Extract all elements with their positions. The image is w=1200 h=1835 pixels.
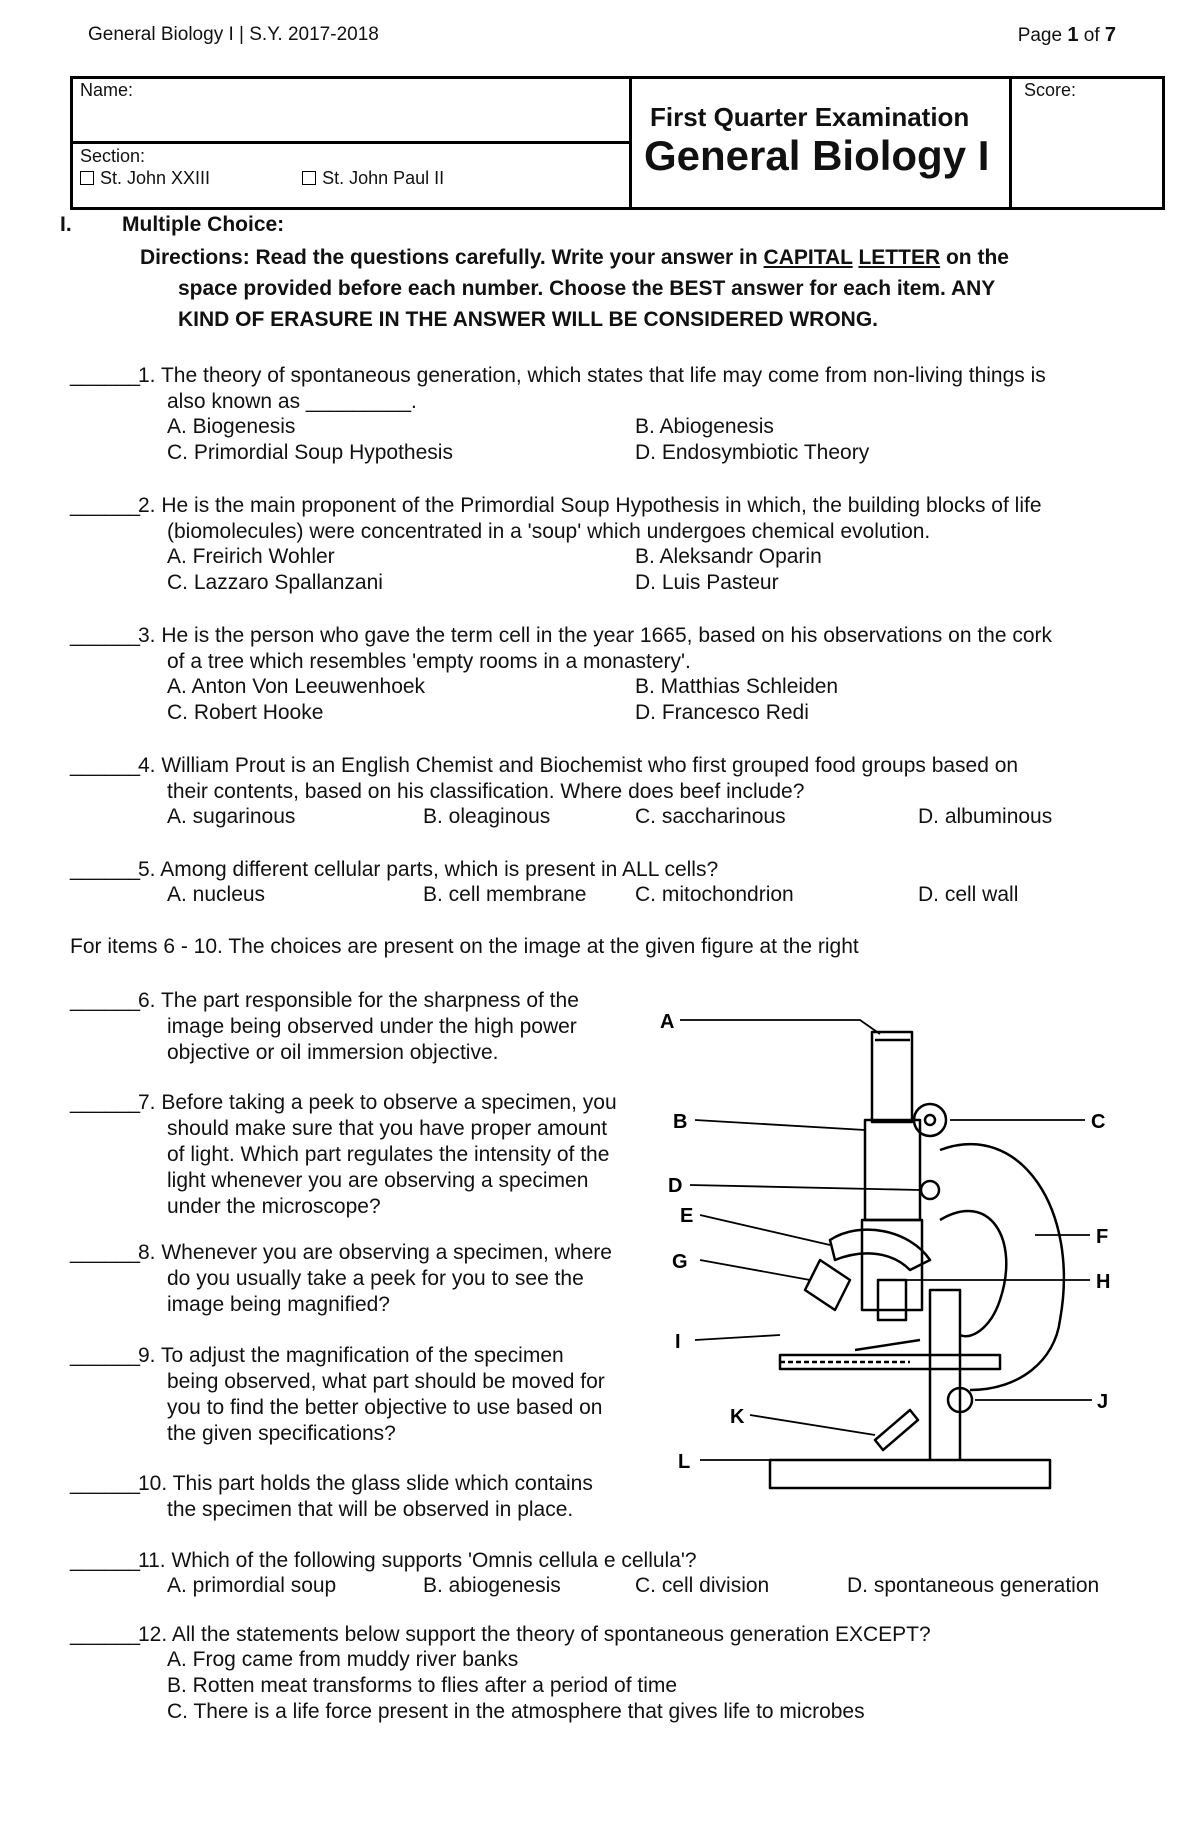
q2-option-a: A. Freirich Wohler bbox=[167, 545, 335, 568]
figure-label-b: B bbox=[673, 1111, 688, 1133]
q5-option-c: C. mitochondrion bbox=[635, 883, 794, 906]
exam-title: First Quarter Examination bbox=[650, 102, 970, 132]
q3-option-a: A. Anton Von Leeuwenhoek bbox=[167, 675, 426, 698]
revolving-nosepiece bbox=[830, 1230, 930, 1270]
q3-option-d: D. Francesco Redi bbox=[635, 701, 809, 724]
directions: Directions: Read the questions carefully. Write your answer in CAPITAL LETTER on the space provided before each number. Choose the BEST answer for each item. ANY KIND OF ERASURE IN THE ANSWER WILL BE CONSIDERED WRONG. bbox=[140, 246, 1009, 331]
stage-clip bbox=[855, 1340, 920, 1350]
answer-blank[interactable]: ______ bbox=[70, 1091, 141, 1114]
q12-option-b: B. Rotten meat transforms to flies after a period of time bbox=[167, 1674, 678, 1697]
answer-blank[interactable]: ______ bbox=[70, 364, 141, 387]
q4-option-d: D. albuminous bbox=[918, 805, 1053, 828]
score-label: Score: bbox=[1024, 80, 1077, 100]
figure-label-h: H bbox=[1096, 1271, 1111, 1293]
items-6-10-note: For items 6 - 10. The choices are present on the image at the given figure at the right bbox=[70, 935, 859, 958]
q12-option-c: C. There is a life force present in the atmosphere that gives life to microbes bbox=[167, 1700, 865, 1723]
mirror bbox=[875, 1410, 918, 1450]
checkbox-icon[interactable] bbox=[80, 171, 94, 185]
q2-option-b: B. Aleksandr Oparin bbox=[635, 545, 822, 568]
q11-option-a: A. primordial soup bbox=[167, 1574, 337, 1597]
q2-option-c: C. Lazzaro Spallanzani bbox=[167, 571, 383, 594]
subject-title: General Biology I bbox=[644, 132, 990, 179]
figure-label-a: A bbox=[660, 1011, 675, 1033]
q4-option-c: C. saccharinous bbox=[635, 805, 786, 828]
microscope-base bbox=[770, 1460, 1050, 1488]
q11-option-d: D. spontaneous generation bbox=[847, 1574, 1100, 1597]
microscope-pillar bbox=[930, 1290, 960, 1460]
figure-label-j: J bbox=[1097, 1391, 1109, 1413]
answer-blank[interactable]: ______ bbox=[70, 1549, 141, 1572]
figure-label-f: F bbox=[1096, 1226, 1109, 1248]
q3-option-c: C. Robert Hooke bbox=[167, 701, 324, 724]
q1-option-d: D. Endosymbiotic Theory bbox=[635, 441, 870, 464]
answer-blank[interactable]: ______ bbox=[70, 1623, 141, 1646]
eyepiece bbox=[872, 1032, 912, 1122]
answer-blank[interactable]: ______ bbox=[70, 1472, 141, 1495]
page-number: Page 1 of 7 bbox=[1017, 24, 1116, 46]
figure-label-l: L bbox=[678, 1451, 691, 1473]
answer-blank[interactable]: ______ bbox=[70, 494, 141, 517]
q1-option-c: C. Primordial Soup Hypothesis bbox=[167, 441, 453, 464]
section-heading: I. Multiple Choice: bbox=[60, 213, 285, 236]
figure-label-i: I bbox=[675, 1331, 681, 1353]
answer-blank[interactable]: ______ bbox=[70, 858, 141, 881]
checkbox-icon[interactable] bbox=[302, 171, 316, 185]
q11-option-b: B. abiogenesis bbox=[423, 1574, 561, 1597]
exam-title-cell bbox=[632, 76, 1012, 210]
microscope-arm bbox=[940, 1144, 1064, 1390]
q4-option-b: B. oleaginous bbox=[423, 805, 551, 828]
course-year-header: General Biology I | S.Y. 2017-2018 bbox=[88, 24, 379, 45]
q4-option-a: A. sugarinous bbox=[167, 805, 296, 828]
figure-label-g: G bbox=[672, 1251, 688, 1273]
answer-blank[interactable]: ______ bbox=[70, 1241, 141, 1264]
section-label: Section: bbox=[80, 146, 146, 166]
figure-label-k: K bbox=[730, 1406, 745, 1428]
tube-upper bbox=[865, 1120, 920, 1220]
answer-blank[interactable]: ______ bbox=[70, 624, 141, 647]
q5-option-b: B. cell membrane bbox=[423, 883, 587, 906]
q5-option-d: D. cell wall bbox=[918, 883, 1019, 906]
objective-lens-low bbox=[878, 1280, 906, 1320]
q11-option-c: C. cell division bbox=[635, 1574, 770, 1597]
q12-option-a: A. Frog came from muddy river banks bbox=[167, 1648, 519, 1671]
objective-lens bbox=[805, 1260, 850, 1310]
name-label: Name: bbox=[80, 80, 134, 100]
q2-option-d: D. Luis Pasteur bbox=[635, 571, 779, 594]
answer-blank[interactable]: ______ bbox=[70, 989, 141, 1012]
q1-option-b: B. Abiogenesis bbox=[635, 415, 774, 438]
section-option-1[interactable]: St. John XXIII bbox=[80, 168, 210, 188]
figure-label-d: D bbox=[668, 1175, 683, 1197]
microscope-arm-inner bbox=[940, 1211, 1006, 1336]
answer-blank[interactable]: ______ bbox=[70, 754, 141, 777]
q1-option-a: A. Biogenesis bbox=[167, 415, 296, 438]
figure-label-c: C bbox=[1091, 1111, 1106, 1133]
answer-blank[interactable]: ______ bbox=[70, 1344, 141, 1367]
fine-adjustment-knob bbox=[921, 1181, 939, 1199]
figure-label-e: E bbox=[680, 1205, 694, 1227]
microscope-figure bbox=[660, 990, 1170, 1510]
name-field[interactable] bbox=[70, 76, 632, 144]
q5-option-a: A. nucleus bbox=[167, 883, 266, 906]
section-option-2[interactable]: St. John Paul II bbox=[302, 168, 444, 188]
q3-option-b: B. Matthias Schleiden bbox=[635, 675, 839, 698]
section-field bbox=[70, 142, 632, 210]
